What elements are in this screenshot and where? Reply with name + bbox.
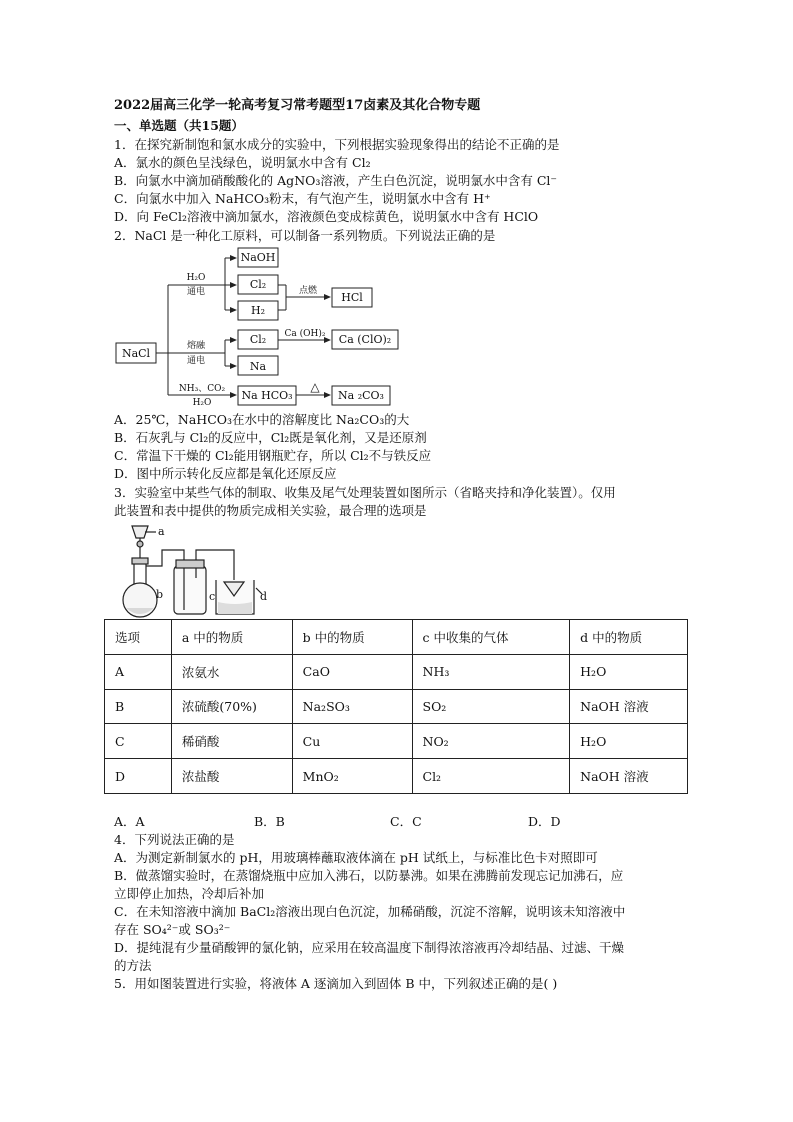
table-header-cell: a 中的物质	[171, 620, 292, 655]
table-cell: MnO₂	[292, 759, 412, 794]
q3-choice-c: C．C	[390, 814, 422, 829]
heat-symbol: △	[310, 380, 320, 394]
caoh2-condition: Ca (OH)₂	[284, 329, 326, 339]
label-c: c	[209, 590, 216, 603]
table-cell: NaOH 溶液	[570, 689, 688, 724]
table-cell: Na₂SO₃	[292, 689, 412, 724]
table-cell: D	[105, 759, 172, 794]
q4-option-d-line2: 的方法	[114, 958, 152, 973]
table-cell: SO₂	[412, 689, 570, 724]
q4-option-c-line2: 存在 SO₄²⁻或 SO₃²⁻	[114, 922, 231, 937]
table-cell: 浓硫酸(70%)	[171, 689, 292, 724]
table-cell: H₂O	[570, 654, 688, 689]
table-cell: C	[105, 724, 172, 759]
nacl-flow-diagram	[110, 245, 410, 410]
label-b: b	[156, 588, 164, 601]
table-cell: CaO	[292, 654, 412, 689]
table-row	[105, 654, 688, 689]
electrolysis-condition: 通电	[186, 287, 206, 297]
q2-option-d: D．图中所示转化反应都是氧化还原反应	[114, 466, 337, 481]
table-cell: Cl₂	[412, 759, 570, 794]
table-cell: NaOH 溶液	[570, 759, 688, 794]
q2-option-b: B．石灰乳与 Cl₂的反应中，Cl₂既是氧化剂，又是还原剂	[114, 430, 427, 445]
h2-label: H₂	[250, 304, 266, 317]
q3-choice-d: D．D	[528, 814, 561, 829]
table-cell: NO₂	[412, 724, 570, 759]
table-cell: NH₃	[412, 654, 570, 689]
table-cell: 浓氨水	[171, 654, 292, 689]
na-label: Na	[249, 360, 267, 373]
nahco3-label: Na HCO₃	[241, 389, 293, 402]
q4-option-c-line1: C．在未知溶液中滴加 BaCl₂溶液出现白色沉淀，加稀硝酸，沉淀不溶解，说明该未知溶液中	[114, 904, 626, 919]
naoh-label: NaOH	[240, 251, 276, 264]
q5-stem: 5．用如图装置进行实验，将液体 A 逐滴加入到固体 B 中，下列叙述正确的是( )	[114, 976, 558, 991]
ignite-condition: 点燃	[298, 286, 318, 296]
q3-stem-line2: 此装置和表中提供的物质完成相关实验，最合理的选项是	[114, 503, 427, 518]
molten-condition: 熔融	[186, 341, 206, 351]
table-cell: H₂O	[570, 724, 688, 759]
na2co3-label: Na ₂CO₃	[338, 389, 384, 402]
table-row	[105, 724, 688, 759]
h2o-condition: H₂O	[186, 273, 206, 283]
cl2-label-2: Cl₂	[249, 333, 267, 346]
hcl-label: HCl	[341, 291, 363, 304]
q1-stem: 1．在探究新制饱和氯水成分的实验中，下列根据实验现象得出的结论不正确的是	[114, 137, 560, 152]
q1-option-b: B．向氯水中滴加硝酸酸化的 AgNO₃溶液，产生白色沉淀，说明氯水中含有 Cl⁻	[114, 173, 558, 188]
q2-stem: 2．NaCl 是一种化工原料，可以制备一系列物质。下列说法正确的是	[114, 228, 496, 243]
q4-stem: 4．下列说法正确的是	[114, 832, 235, 847]
table-cell: B	[105, 689, 172, 724]
caclo2-label: Ca (ClO)₂	[338, 333, 392, 346]
table-header-row	[105, 620, 688, 655]
label-a: a	[158, 525, 165, 538]
document-title: 2022届高三化学一轮高考复习常考题型17卤素及其化合物专题	[114, 98, 481, 113]
q3-stem-line1: 3．实验室中某些气体的制取、收集及尾气处理装置如图所示（省略夹持和净化装置）。仅用	[114, 485, 616, 500]
section-heading: 一、单选题（共15题）	[114, 118, 244, 133]
table-cell: 稀硝酸	[171, 724, 292, 759]
q2-option-c: C．常温下干燥的 Cl₂能用钢瓶贮存，所以 Cl₂不与铁反应	[114, 448, 432, 463]
cl2-label: Cl₂	[249, 278, 267, 291]
q2-option-a: A．25℃，NaHCO₃在水中的溶解度比 Na₂CO₃的大	[114, 412, 410, 427]
q1-option-a: A．氯水的颜色呈浅绿色，说明氯水中含有 Cl₂	[114, 155, 371, 170]
table-header-cell: c 中收集的气体	[412, 620, 570, 655]
q1-option-d: D．向 FeCl₂溶液中滴加氯水，溶液颜色变成棕黄色，说明氯水中含有 HClO	[114, 209, 539, 224]
q4-option-d-line1: D．提纯混有少量硝酸钾的氯化钠，应采用在较高温度下制得浓溶液再冷却结晶、过滤、干燥	[114, 940, 625, 955]
h2o-condition-2: H₂O	[192, 398, 212, 408]
table-header-cell: d 中的物质	[570, 620, 688, 655]
label-d: d	[260, 590, 268, 603]
q3-choice-b: B．B	[254, 814, 285, 829]
table-cell: 浓盐酸	[171, 759, 292, 794]
q1-option-c: C．向氯水中加入 NaHCO₃粉末，有气泡产生，说明氯水中含有 H⁺	[114, 191, 491, 206]
nacl-label: NaCl	[121, 347, 151, 360]
q3-options-table	[104, 619, 688, 794]
gas-apparatus-diagram	[112, 522, 272, 618]
q4-option-b-line2: 立即停止加热，冷却后补加	[114, 886, 265, 901]
table-cell: A	[105, 654, 172, 689]
table-row	[105, 759, 688, 794]
q4-option-b-line1: B．做蒸馏实验时，在蒸馏烧瓶中应加入沸石，以防暴沸。如果在沸腾前发现忘记加沸石，应	[114, 868, 624, 883]
electrolysis-condition-2: 通电	[186, 356, 206, 366]
nh3-co2-condition: NH₃、CO₂	[178, 384, 226, 394]
table-header-cell: b 中的物质	[292, 620, 412, 655]
table-header-cell: 选项	[105, 620, 172, 655]
q4-option-a: A．为测定新制氯水的 pH，用玻璃棒蘸取液体滴在 pH 试纸上，与标准比色卡对照即可	[114, 850, 598, 865]
table-row	[105, 689, 688, 724]
table-cell: Cu	[292, 724, 412, 759]
q3-choice-a: A．A	[114, 814, 145, 829]
